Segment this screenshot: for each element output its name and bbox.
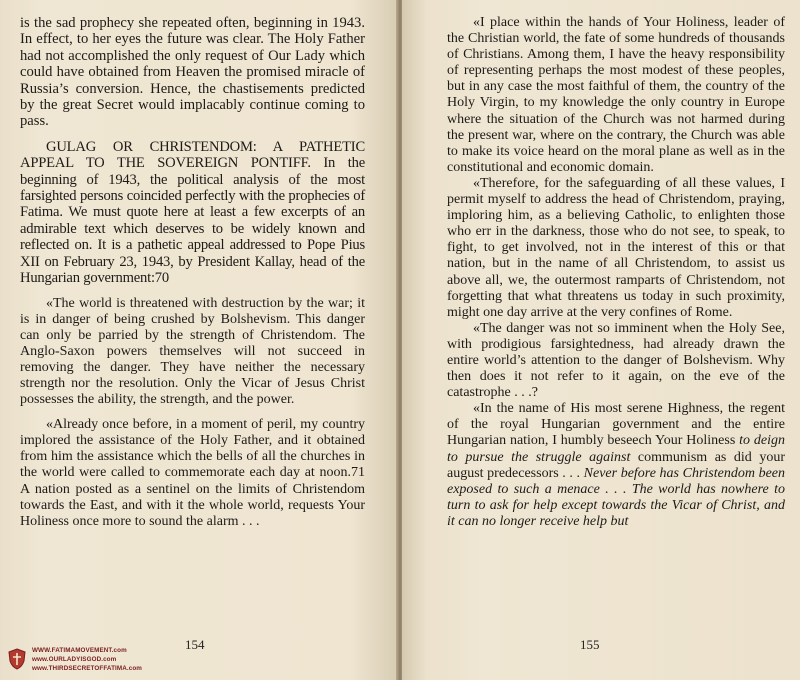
watermark-line: WWW.FATIMAMOVEMENT.com [32,647,127,654]
shield-icon [8,648,26,670]
left-page-text [20,15,365,530]
left-page [0,0,398,680]
watermark-line: www.OURLADYISGOD.com [32,656,117,663]
quote-paragraph: «Therefore, for the safeguarding of all these values, I permit myself to address the head of Christendom, praying, imploring him, as a believing Catholic, to enlighten those who err in the darkness, those who do not see, to speak, to fight, to get involved, not in the interest of this or that nation, but in the name of all Christendom, to assist us above all, we, the outermost ramparts of Christendom, not forgetting that what threatens us today in such proximity, might one day arrive at the very confines of Rome. [447,175,785,320]
watermark [8,646,158,676]
right-page-text [447,15,785,530]
page-number: 155 [580,637,600,652]
quote-paragraph: «The world is threatened with destruction by the war; it is in danger of being crushed by Bolshevism. This danger can only be parried by the strength of Christendom. The Anglo-Saxon powers themselves will not succeed in removing the danger. They have neither the necessary strength nor the resolution. Only the Vicar of Jesus Christ possesses the ability, the strength, and the power. [20,295,365,408]
quote-paragraph-last [447,401,785,530]
quote-paragraph: «The danger was not so imminent when the Holy See, with prodigious farsightedness, had already drawn the entire world’s attention to the danger of Bolshevism. Why then does it not refer to it again, on the eve of the catastrophe . . .? [447,320,785,401]
watermark-text [32,646,142,673]
watermark-line: www.THIRDSECRETOFFATIMA.com [32,665,142,672]
paragraph: is the sad prophecy she repeated often, beginning in 1943. In effect, to her eyes the future was clear. The Holy Father had not accomplished the only request of Our Lady which could have obtained from Heaven the promised miracle of Russia’s conversion. Hence, the chastisements predicted by the great Secret would implacably continue coming to pass. [20,15,365,130]
right-page [402,0,800,680]
page-number: 154 [185,637,205,652]
text-run: «In the name of His most serene Highness, the regent of the royal Hungarian government and the entire Hungarian nation, I humbly beseech Your Holiness [447,401,785,449]
quote-paragraph: «I place within the hands of Your Holiness, leader of the Christian world, the fate of some hundreds of thousands of Christians. Among them, I have the heavy responsibility of representing perhaps the most modest of these peoples, but in any case the most faithful of them, the country of the Holy Virgin, to my knowledge the only country in Europe where the situation of the Church was not harmed during the present war, where on the contrary, the Church was able to make its voice heard on the moral plane as well as in the constitutional and economic domain. [447,15,785,175]
quote-paragraph: «Already once before, in a moment of peril, my country implored the assistance of the Holy Father, and it obtained from him the assistance which the bells of all the churches in the world were called to commemorate each day at noon.71 A nation posted as a sentinel on the limits of Christendom towards the East, and with it the whole world, requests Your Holiness once more to sound the alarm . . . [20,417,365,529]
paragraph-heading: GULAG OR CHRISTENDOM: A PATHETIC APPEAL TO THE SOVEREIGN PONTIFF. In the beginning of 1943, the political analysis of the most farsighted persons coincided perfectly with the prophecies of Fatima. We must quote here at least a few excerpts of an admirable text which deserves to be widely known and reflected on. It is a pathetic appeal addressed to Pope Pius XII on February 23, 1943, by President Kallay, head of the Hungarian government:70 [20,138,365,287]
italic-run: Never before has Christendom been exposed to such a menace . . . The world has nowhere to turn to ask for help except towards the Vicar of Christ, and it can no longer receive help but [447,465,786,529]
italic-run: to deign to pursue the struggle against [447,433,785,465]
text-run: communism as did your august predecessors . . . [447,449,785,481]
